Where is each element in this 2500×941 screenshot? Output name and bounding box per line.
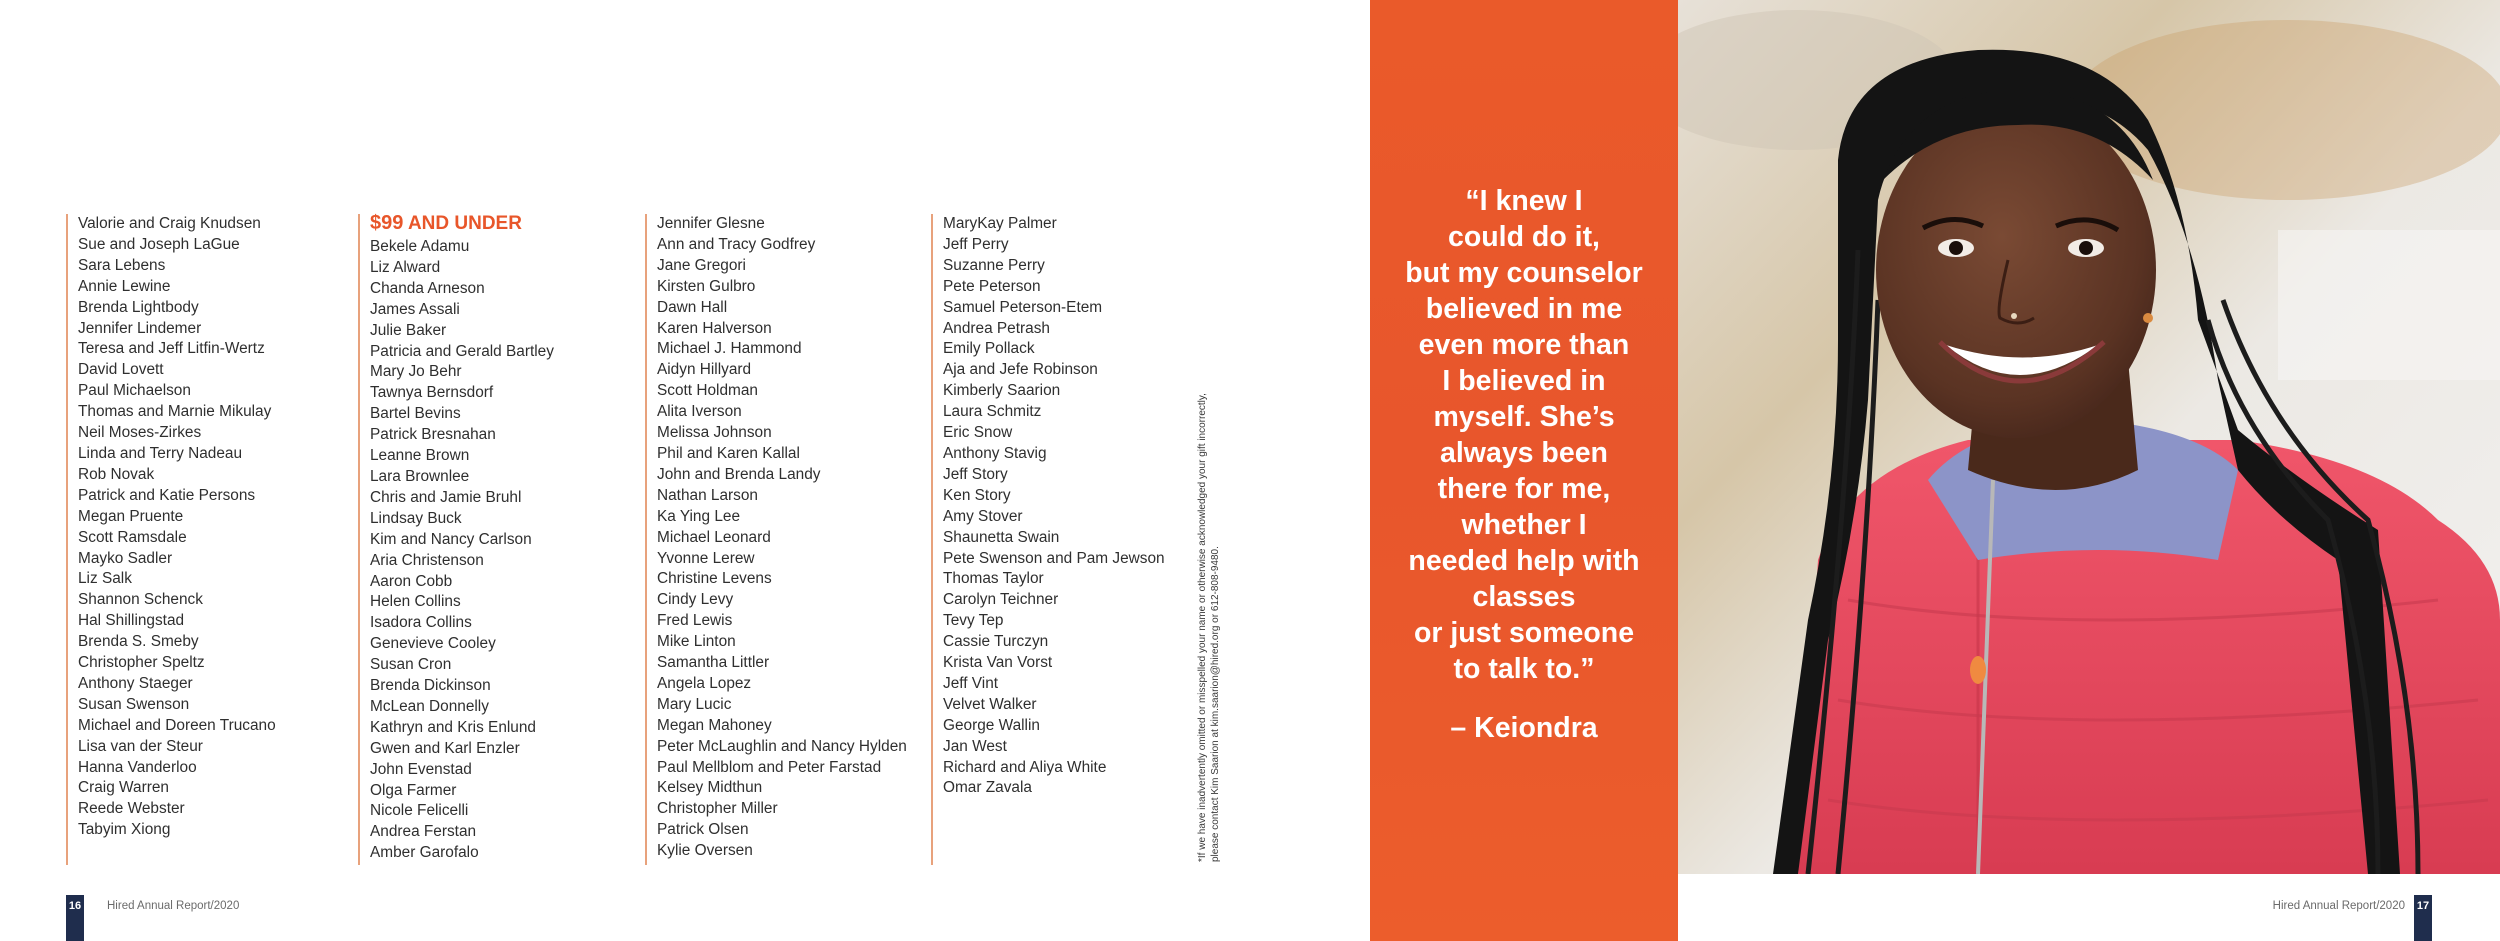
donor-name: Yvonne Lerew: [657, 549, 755, 567]
donor-name: Rob Novak: [78, 465, 155, 483]
quote-line: whether I: [1461, 509, 1587, 541]
donor-name: Cindy Levy: [657, 591, 734, 609]
quote-line: or just someone: [1413, 617, 1635, 649]
donor-name: Jennifer Glesne: [657, 215, 765, 232]
quote-line: but my counselor: [1405, 257, 1643, 289]
donor-name: Jeff Vint: [943, 674, 999, 692]
donor-column-4: [931, 214, 1231, 865]
page-number-right: 17: [2414, 895, 2432, 941]
donor-name: Linda and Terry Nadeau: [78, 444, 242, 462]
donor-list: [657, 214, 925, 862]
donor-name: Megan Mahoney: [657, 716, 772, 734]
donor-name: Peter McLaughlin and Nancy Hylden: [657, 737, 907, 755]
donor-name: Patrick Bresnahan: [370, 426, 496, 444]
donor-name: Hanna Vanderloo: [78, 758, 197, 776]
donor-name: Tabyim Xiong: [78, 821, 171, 839]
testimonial-quote: [1370, 183, 1678, 687]
omission-disclaimer: *If we have inadvertently omitted or misspelled your name or otherwise acknowledged your gift incorrectly, please contact Kim Saarion at kim.saarion@hired.org or 612-808-9480.: [1197, 393, 1221, 862]
donor-name: Liz Alward: [370, 258, 441, 276]
donor-name: Thomas and Marnie Mikulay: [78, 403, 272, 421]
quote-line: always been: [1440, 437, 1608, 469]
donor-name: Ken Story: [943, 486, 1011, 504]
donor-name: Kimberly Saarion: [943, 382, 1061, 400]
donor-name: John Evenstad: [370, 760, 472, 778]
donor-name: Bekele Adamu: [370, 238, 470, 255]
donor-name: Karen Halverson: [657, 319, 772, 337]
donor-column-2: [358, 214, 638, 865]
donor-name: Suzanne Perry: [943, 256, 1045, 274]
donor-name: Shaunetta Swain: [943, 528, 1060, 546]
donor-name: Valorie and Craig Knudsen: [78, 215, 261, 232]
donor-name: Krista Van Vorst: [943, 654, 1053, 672]
donor-name: Anthony Stavig: [943, 444, 1047, 462]
donor-name: Patrick Olsen: [657, 821, 749, 839]
section-heading-99-and-under: [370, 210, 638, 237]
donor-name: Angela Lopez: [657, 674, 752, 692]
student-portrait-photo: [1678, 0, 2500, 874]
donor-name: Sara Lebens: [78, 256, 166, 274]
donor-name: Craig Warren: [78, 779, 169, 797]
footer-text-right: Hired Annual Report/2020: [2272, 900, 2405, 912]
donor-name: Liz Salk: [78, 570, 132, 588]
donor-name: Andrea Petrash: [943, 319, 1050, 337]
donor-name: Aaron Cobb: [370, 572, 453, 590]
donor-name: Nathan Larson: [657, 486, 758, 504]
donor-name: Aria Christenson: [370, 551, 484, 569]
donor-name: Amy Stover: [943, 507, 1023, 525]
quote-line: classes: [1472, 581, 1576, 613]
donor-name: Leanne Brown: [370, 447, 470, 465]
donor-name: Melissa Johnson: [657, 424, 772, 442]
donor-name: Aja and Jefe Robinson: [943, 361, 1098, 379]
donor-name: Ka Ying Lee: [657, 507, 741, 525]
donor-name: Chanda Arneson: [370, 279, 485, 297]
donor-name: Kirsten Gulbro: [657, 277, 756, 295]
donor-name: Gwen and Karl Enzler: [370, 739, 520, 757]
donor-name: Amber Garofalo: [370, 844, 479, 862]
donor-name: Scott Ramsdale: [78, 528, 187, 546]
donor-name: Paul Mellblom and Peter Farstad: [657, 758, 882, 776]
donor-name: David Lovett: [78, 361, 164, 379]
donor-name: Tevy Tep: [943, 612, 1004, 630]
donor-name: Brenda S. Smeby: [78, 633, 199, 651]
quote-line: there for me,: [1437, 473, 1611, 505]
donor-name: Brenda Dickinson: [370, 677, 491, 695]
donor-name: Phil and Karen Kallal: [657, 444, 800, 462]
donor-name: Michael and Doreen Trucano: [78, 716, 276, 734]
donor-name: Shannon Schenck: [78, 591, 203, 609]
donor-name: Isadora Collins: [370, 614, 472, 632]
donor-name: Richard and Aliya White: [943, 758, 1107, 776]
donor-name: Lisa van der Steur: [78, 737, 203, 755]
donor-name: Teresa and Jeff Litfin-Wertz: [78, 340, 265, 358]
donor-name: Hal Shillingstad: [78, 612, 185, 630]
donor-name: Fred Lewis: [657, 612, 733, 630]
donor-name: Lara Brownlee: [370, 467, 470, 485]
donor-name: Annie Lewine: [78, 277, 171, 295]
donor-name: McLean Donnelly: [370, 697, 489, 715]
donor-name: George Wallin: [943, 716, 1040, 734]
donor-name: Brenda Lightbody: [78, 298, 199, 316]
heading-amount: $99: [370, 212, 404, 234]
donor-name: Helen Collins: [370, 593, 461, 611]
page-number-left: 16: [66, 895, 84, 941]
donor-list: [78, 214, 346, 841]
donor-name: Samantha Littler: [657, 654, 770, 672]
donor-list: [943, 214, 1231, 799]
donor-name: Patrick and Katie Persons: [78, 486, 256, 504]
donor-name: Andrea Ferstan: [370, 823, 477, 841]
donor-name: Pete Swenson and Pam Jewson: [943, 549, 1165, 567]
donor-name: Ann and Tracy Godfrey: [657, 235, 816, 253]
donor-name: Bartel Bevins: [370, 405, 461, 423]
donor-name: Neil Moses-Zirkes: [78, 424, 202, 442]
donor-name: Jennifer Lindemer: [78, 319, 202, 337]
donor-name: Jan West: [943, 737, 1007, 755]
donor-name: Mary Lucic: [657, 695, 732, 713]
donor-column-1: [66, 214, 346, 865]
donor-name: MaryKay Palmer: [943, 215, 1057, 232]
donor-name: Mayko Sadler: [78, 549, 173, 567]
donor-column-3: [645, 214, 925, 865]
donor-name: Susan Cron: [370, 656, 452, 674]
quote-line: believed in me: [1425, 293, 1623, 325]
donor-name: Christopher Speltz: [78, 654, 205, 672]
quote-line: myself. She’s: [1433, 401, 1615, 433]
quote-line: “I knew I: [1465, 185, 1583, 217]
donor-name: James Assali: [370, 300, 460, 318]
quote-author: – Keiondra: [1450, 712, 1598, 744]
donor-name: Genevieve Cooley: [370, 635, 496, 653]
donor-name: Carolyn Teichner: [943, 591, 1059, 609]
donor-name: Thomas Taylor: [943, 570, 1044, 588]
quote-panel: [1370, 0, 1678, 941]
donor-name: Sue and Joseph LaGue: [78, 235, 240, 253]
donor-name: Olga Farmer: [370, 781, 457, 799]
quote-line: needed help with: [1408, 545, 1640, 577]
donor-name: Alita Iverson: [657, 403, 742, 421]
quote-line: even more than: [1418, 329, 1630, 361]
donor-name: Aidyn Hillyard: [657, 361, 752, 379]
footer-text-left: Hired Annual Report/2020: [107, 900, 240, 912]
portrait-illustration: [1678, 0, 2500, 874]
donor-name: Susan Swenson: [78, 695, 190, 713]
donor-name: Kathryn and Kris Enlund: [370, 718, 536, 736]
quote-line: could do it,: [1448, 221, 1600, 253]
donor-name: Jane Gregori: [657, 256, 746, 274]
donor-name: Eric Snow: [943, 424, 1013, 442]
donor-name: Christine Levens: [657, 570, 772, 588]
quote-line: to talk to.”: [1453, 653, 1595, 685]
donor-name: Reede Webster: [78, 800, 185, 818]
donor-name: Patricia and Gerald Bartley: [370, 342, 554, 360]
donor-name: Scott Holdman: [657, 382, 758, 400]
donor-name: Laura Schmitz: [943, 403, 1042, 421]
donor-name: Chris and Jamie Bruhl: [370, 488, 522, 506]
donor-name: Mary Jo Behr: [370, 363, 462, 381]
donor-name: Anthony Staeger: [78, 674, 193, 692]
donor-name: Emily Pollack: [943, 340, 1035, 358]
donor-name: Kelsey Midthun: [657, 779, 763, 797]
donor-name: Pete Peterson: [943, 277, 1041, 295]
donor-name: Omar Zavala: [943, 779, 1032, 797]
donor-list: [370, 237, 638, 864]
donor-name: Cassie Turczyn: [943, 633, 1049, 651]
donor-name: Mike Linton: [657, 633, 736, 651]
donor-name: Lindsay Buck: [370, 509, 462, 527]
donor-name: Kim and Nancy Carlson: [370, 530, 532, 548]
donor-name: Megan Pruente: [78, 507, 184, 525]
donor-name: Kylie Oversen: [657, 842, 753, 860]
donor-name: Samuel Peterson-Etem: [943, 298, 1103, 316]
heading-label: AND UNDER: [407, 213, 522, 234]
donor-name: Velvet Walker: [943, 695, 1037, 713]
donor-name: Jeff Perry: [943, 235, 1009, 253]
donor-name: Michael Leonard: [657, 528, 771, 546]
donor-name: John and Brenda Landy: [657, 465, 821, 483]
donor-name: Nicole Felicelli: [370, 802, 469, 820]
donor-name: Jeff Story: [943, 465, 1008, 483]
donor-name: Michael J. Hammond: [657, 340, 802, 358]
donor-name: Dawn Hall: [657, 298, 728, 316]
donor-name: Paul Michaelson: [78, 382, 191, 400]
donor-name: Tawnya Bernsdorf: [370, 384, 494, 402]
donor-name: Julie Baker: [370, 321, 447, 339]
quote-line: I believed in: [1442, 365, 1606, 397]
donor-name: Christopher Miller: [657, 800, 778, 818]
